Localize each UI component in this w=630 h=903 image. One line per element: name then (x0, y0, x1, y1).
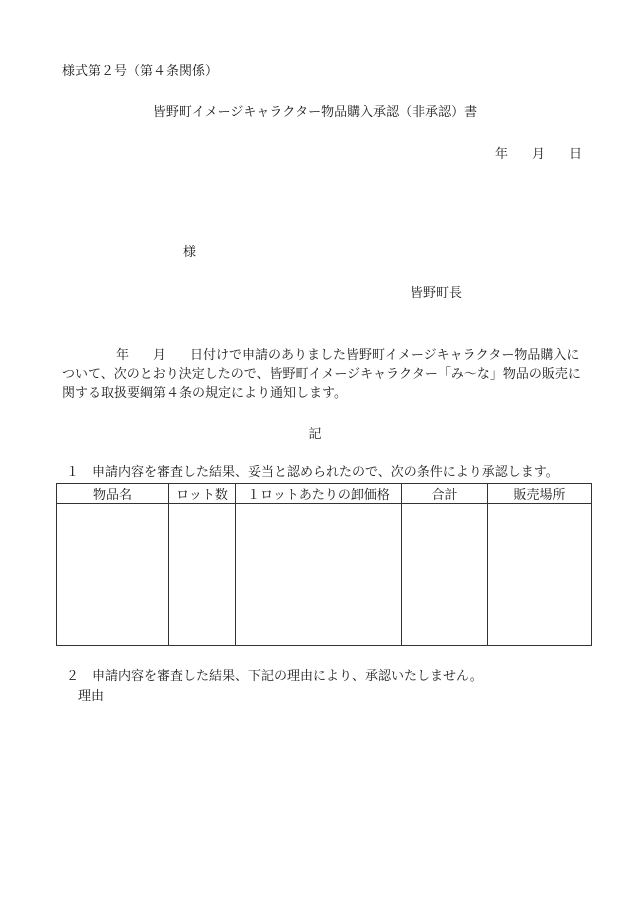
goods-table (56, 483, 592, 646)
header-total: 合計 (402, 484, 488, 504)
body-text: 日付けで申請のありました皆野町イメージキャラクター物品購入について、次のとおり決定したので、皆野町イメージキャラクター「み〜な」物品の販売に関する取扱要綱第４条の規定により通知します。 (62, 348, 581, 401)
ki-heading: 記 (308, 427, 322, 442)
item-rejection: ２ 申請内容を審査した結果、下記の理由により、承認いたしません。 (66, 669, 483, 684)
header-sales-location: 販売場所 (488, 484, 592, 504)
document-title: 皆野町イメージキャラクター物品購入承認（非承認）書 (152, 105, 478, 120)
date-month: 月 (531, 147, 545, 162)
issuer: 皆野町長 (410, 286, 463, 301)
body-year: 年 (116, 348, 130, 363)
form-number: 様式第２号（第４条関係） (62, 64, 219, 79)
cell-sales-location (488, 504, 592, 646)
notice-body (62, 346, 590, 403)
cell-total (402, 504, 488, 646)
reason-label: 理由 (78, 689, 105, 704)
date-day: 日 (568, 147, 582, 162)
cell-item-name (57, 504, 169, 646)
header-wholesale-price: １ロットあたりの卸価格 (236, 484, 402, 504)
date-year: 年 (494, 147, 508, 162)
cell-lot-count (169, 504, 236, 646)
cell-wholesale-price (236, 504, 402, 646)
date-line (471, 147, 582, 163)
body-month: 月 (153, 348, 167, 363)
addressee-suffix: 様 (183, 245, 197, 260)
table-header-row (57, 484, 592, 504)
header-lot-count: ロット数 (169, 484, 236, 504)
table-row (57, 504, 592, 646)
header-item-name: 物品名 (57, 484, 169, 504)
item-approval: １ 申請内容を審査した結果、妥当と認められたので、次の条件により承認します。 (66, 465, 559, 480)
